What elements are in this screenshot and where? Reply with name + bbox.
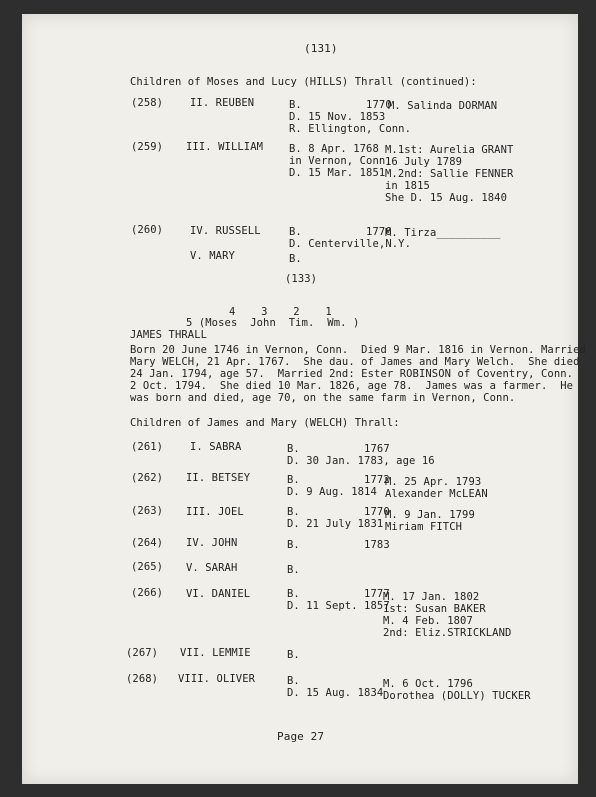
spouse-line: 16 July 1789 — [385, 156, 463, 168]
child-name: VII. LEMMIE — [180, 647, 251, 659]
spouse-line: M. 6 Oct. 1796 — [383, 678, 473, 690]
biography-line: was born and died, age 70, on the same farm in Vernon, Conn. — [130, 392, 516, 404]
vital-line: R. Ellington, Conn. — [289, 123, 412, 135]
spouse-line: Dorothea (DOLLY) TUCKER — [383, 690, 531, 702]
child-name: VIII. OLIVER — [178, 673, 256, 685]
vital-line: B. 8 Apr. 1768 — [289, 143, 379, 155]
spouse-line: M. Tirza__________ — [385, 227, 501, 239]
child-name: I. SABRA — [190, 441, 242, 453]
page-top-number: (131) — [304, 42, 338, 55]
biography-line: 2 Oct. 1794. She died 10 Mar. 1826, age 78. James was a farmer. He — [130, 380, 574, 392]
vital-line: B. 1767 — [287, 443, 390, 455]
child-name: II. REUBEN — [190, 97, 255, 109]
biography-line: Born 20 June 1746 in Vernon, Conn. Died 9 Mar. 1816 in Vernon. Married — [130, 344, 586, 356]
vital-line: D. 15 Mar. 1851 — [289, 167, 386, 179]
child-name: IV. RUSSELL — [190, 225, 261, 237]
page-number-footer: Page 27 — [277, 730, 325, 743]
spouse-line: M. Salinda DORMAN — [388, 100, 498, 112]
section2-heading: Children of James and Mary (WELCH) Thrall: — [130, 417, 400, 429]
entry-number: (262) — [131, 472, 164, 484]
biography-line: Mary WELCH, 21 Apr. 1767. She dau. of James and Mary Welch. She died — [130, 356, 580, 368]
vital-line: B. 1770 — [289, 99, 392, 111]
vital-line: B. — [287, 564, 300, 576]
child-name: IV. JOHN — [186, 537, 238, 549]
vital-line: D. 11 Sept. 1857 — [287, 600, 390, 612]
vital-line: B. — [289, 253, 302, 265]
vital-line: B. — [287, 649, 300, 661]
child-name: V. SARAH — [186, 562, 238, 574]
spouse-line: M.2nd: Sallie FENNER — [385, 168, 514, 180]
spouse-line: M.1st: Aurelia GRANT — [385, 144, 514, 156]
child-name: III. JOEL — [186, 506, 244, 518]
vital-line: D. 15 Nov. 1853 — [289, 111, 386, 123]
spouse-line: 2nd: Eliz.STRICKLAND — [383, 627, 512, 639]
child-name: VI. DANIEL — [186, 588, 251, 600]
biography-line: 24 Jan. 1794, age 57. Married 2nd: Ester ROBINSON of Coventry, Conn. — [130, 368, 574, 380]
vital-line: in Vernon, Conn. — [289, 155, 392, 167]
entry-number: (265) — [131, 561, 164, 573]
spouse-line: Miriam FITCH — [385, 521, 463, 533]
entry-number: (260) — [131, 224, 164, 236]
vital-line: D. Centerville,N.Y. — [289, 238, 412, 250]
entry-number-heading: (133) — [285, 273, 318, 285]
vital-line: D. 21 July 1831 — [287, 518, 384, 530]
entry-number: (261) — [131, 441, 164, 453]
section1-heading: Children of Moses and Lucy (HILLS) Thrall (continued): — [130, 76, 477, 88]
child-name: II. BETSEY — [186, 472, 251, 484]
entry-number: (259) — [131, 141, 164, 153]
vital-line: B. 1770 — [287, 506, 390, 518]
entry-number: (258) — [131, 97, 164, 109]
child-name: V. MARY — [190, 250, 235, 262]
spouse-line: Alexander McLEAN — [385, 488, 488, 500]
lineage-ancestor-names: 5 (Moses John Tim. Wm. ) — [186, 317, 360, 329]
spouse-line: M. 17 Jan. 1802 — [383, 591, 480, 603]
child-name: III. WILLIAM — [186, 141, 264, 153]
vital-line: B. 1772 — [287, 474, 390, 486]
entry-number: (266) — [131, 587, 164, 599]
spouse-line: She D. 15 Aug. 1840 — [385, 192, 508, 204]
vital-line: D. 15 Aug. 1834 — [287, 687, 384, 699]
vital-line: B. — [287, 675, 300, 687]
vital-line: B. 1783 — [287, 539, 390, 551]
vital-line: D. 9 Aug. 1814 — [287, 486, 377, 498]
entry-number: (267) — [126, 647, 159, 659]
spouse-line: M. 9 Jan. 1799 — [385, 509, 475, 521]
vital-line: B. 1776 — [289, 226, 392, 238]
entry-number: (268) — [126, 673, 159, 685]
subject-name: JAMES THRALL — [130, 329, 208, 341]
spouse-line: M. 25 Apr. 1793 — [385, 476, 482, 488]
spouse-line: M. 4 Feb. 1807 — [383, 615, 473, 627]
lineage-generation-numbers: 4 3 2 1 — [229, 306, 332, 318]
entry-number: (263) — [131, 505, 164, 517]
vital-line: B. 1777 — [287, 588, 390, 600]
spouse-line: in 1815 — [385, 180, 430, 192]
spouse-line: 1st: Susan BAKER — [383, 603, 486, 615]
vital-line: D. 30 Jan. 1783, age 16 — [287, 455, 435, 467]
entry-number: (264) — [131, 537, 164, 549]
